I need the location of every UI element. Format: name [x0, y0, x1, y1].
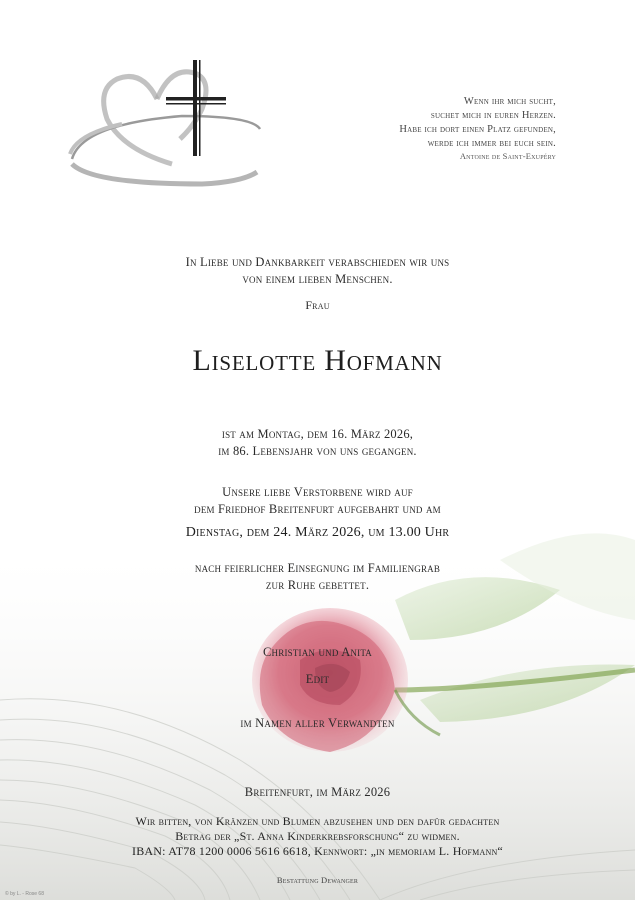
deceased-name: Liselotte Hofmann — [192, 344, 443, 377]
death-notice — [0, 426, 635, 460]
request-line: Betrag der „St. Anna Kinderkrebsforschung“ zu widmen. — [175, 829, 460, 843]
burial-line: zur Ruhe gebettet. — [265, 578, 370, 592]
epigraph-quote — [360, 95, 556, 162]
salutation: Frau — [305, 298, 330, 312]
mourner-name: Edit — [305, 672, 330, 686]
mourner-name: Christian und Anita — [263, 645, 372, 659]
intro-line: In Liebe und Dankbarkeit verabschieden wir uns — [185, 255, 450, 269]
place-date: Breitenfurt, im März 2026 — [244, 785, 391, 799]
quote-line: werde ich immer bei euch sein. — [427, 138, 556, 149]
mourner-relatives: im Namen aller Verwandten — [240, 716, 395, 730]
funeral-notice — [0, 484, 635, 518]
burial-line: nach feierlicher Einsegnung im Familiengrab — [194, 561, 441, 575]
burial-notice — [0, 560, 635, 594]
donation-request — [0, 814, 635, 859]
quote-line: Habe ich dort einen Platz gefunden, — [399, 124, 556, 135]
quote-line: suchet mich in euren Herzen. — [430, 110, 556, 121]
quote-author: Antoine de Saint-Exupéry — [459, 151, 556, 161]
request-line: IBAN: AT78 1200 0006 5616 6618, Kennwort: „in memoriam L. Hofmann“ — [132, 844, 503, 858]
intro-line: von einem lieben Menschen. — [242, 272, 393, 286]
funeral-date: Dienstag, dem 24. März 2026, um 13.00 Uhr — [185, 525, 450, 540]
death-line: im 86. Lebensjahr von uns gegangen. — [218, 444, 417, 458]
funeral-line: dem Friedhof Breitenfurt aufgebahrt und am — [194, 502, 441, 516]
request-line: Wir bitten, von Kränzen und Blumen abzusehen und den dafür gedachten — [135, 814, 500, 828]
funeral-line: Unsere liebe Verstorbene wird auf — [222, 485, 413, 499]
quote-line: Wenn ihr mich sucht, — [463, 96, 556, 107]
death-line: ist am Montag, dem 16. März 2026, — [221, 427, 414, 441]
printer-mark: © by L. - Rose 68 — [5, 891, 44, 897]
cross-heart-emblem — [62, 54, 262, 194]
undertaker-name: Bestattung Dewanger — [276, 875, 359, 885]
intro-text — [0, 254, 635, 288]
